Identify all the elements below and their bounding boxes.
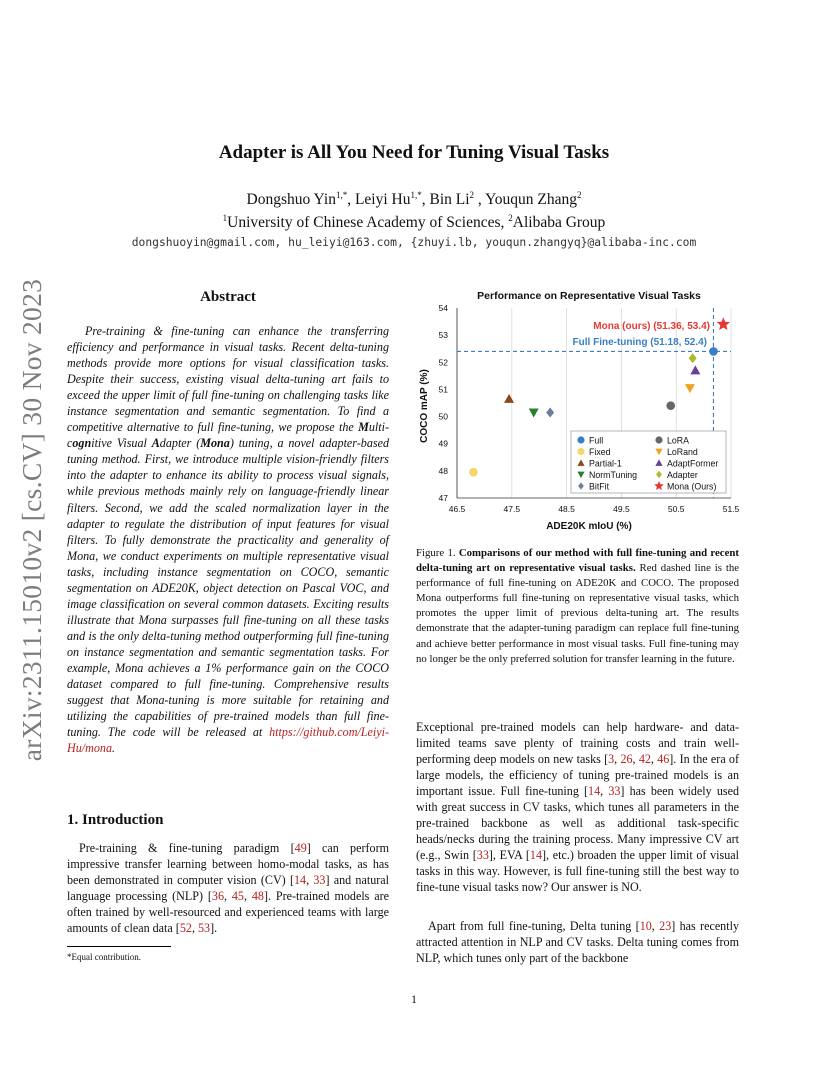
paper-title: Adapter is All You Need for Tuning Visual Tasks <box>218 142 610 163</box>
y-tick-label: 50 <box>438 411 448 422</box>
citation-link[interactable]: 14 <box>588 784 601 799</box>
x-tick-label: 49.5 <box>613 504 630 514</box>
y-tick-label: 49 <box>438 438 448 449</box>
legend-label: Mona (Ours) <box>667 481 717 492</box>
legend-label: Fixed <box>589 446 611 457</box>
arxiv-stamp: arXiv:2311.15010v2 [cs.CV] 30 Nov 2023 <box>16 278 47 762</box>
x-tick-label: 47.5 <box>503 504 521 514</box>
legend-marker <box>577 448 584 455</box>
y-tick-label: 51 <box>438 384 448 395</box>
data-point-normtuning <box>529 409 539 418</box>
data-point-partial-1 <box>504 394 514 403</box>
abstract-text: Pre-training & fine-tuning can enhance the transferring efficiency and performance in visual tasks. Recent delta-tuning methods provide more options for visual classification tasks. Despite their success, existing visual delta-tuning art fails to exceed the upper limit of full fine-tuning on challenging tasks like instance segmentation and semantic segmentation. To find a competitive alternative to full fine-tuning, we propose the Multi-cognitive Visual Adapter (Mona) tuning, a novel adapter-based tuning method. First, we introduce multiple vision-friendly filters into the adapter to enhance its ability to process visual signals, while previous methods mainly rely on language-friendly linear filters. Second, we add the scaled normalization layer in the adapter to regulate the distribution of input features for visual filters. To fully demonstrate the practicality and generality of Mona, we conduct experiments on multiple representative visual tasks, including instance segmentation on COCO, semantic segmentation on ADE20K, object detection on Pascal VOC, and image classification on several common datasets. Exciting results illustrate that Mona surpasses full fine-tuning on all these tasks and is the only delta-tuning method outperforming full fine-tuning on instance segmentation and semantic segmentation tasks. For example, Mona achieves a 1% performance gain on the COCO dataset compared to full fine-tuning. Comprehensive results suggest that Mona-tuning is more suitable for retaining and utilizing the capabilities of pre-trained models than full fine-tuning. The code will be released at https://github.com/Leiyi-Hu/mona. <box>67 324 389 756</box>
citation-link[interactable]: 36 <box>211 889 224 904</box>
legend-label: Adapter <box>667 469 698 480</box>
data-point-bitfit <box>546 408 554 418</box>
y-tick-label: 48 <box>438 465 448 476</box>
legend-marker <box>655 436 662 443</box>
footnote-rule <box>67 946 171 947</box>
x-tick-label: 48.5 <box>558 504 575 514</box>
citation-link[interactable]: 46 <box>657 752 670 767</box>
y-axis-label: COCO mAP (%) <box>419 369 430 443</box>
introduction-paragraph: Pre-training & fine-tuning paradigm [49] can perform impressive transfer learning between homo-modal tasks, as has been demonstrated in computer vision (CV) [14, 33] and natural language processing (NLP) [36, 45, 48]. Pre-trained models are often trained by well-resourced and experienced teams with large amounts of clean data [52, 53]. <box>67 841 390 936</box>
footnote: *Equal contribution. <box>67 952 141 962</box>
affiliations: $^1$University of Chinese Academy of Sciences, $^2$Alibaba Group <box>222 213 606 232</box>
citation-link[interactable]: 52 <box>179 921 192 936</box>
figure-caption: Figure 1. Comparisons of our method with full fine-tuning and recent delta-tuning art on representative visual tasks. Red dashed line is the performance of full fine-tuning on ADE20K and COCO. The proposed Mona outperforms full fine-tuning on representative visual tasks, which promotes the upper limit of previous delta-tuning art. The results demonstrate that the adapter-tuning paradigm can replace full fine-tuning and achieve better performance in most visual tasks. Full fine-tuning may no longer be the only preferred solution for transfer learning in the future. <box>416 547 740 665</box>
legend-label: LoRand <box>667 446 698 457</box>
x-axis-label: ADE20K mIoU (%) <box>546 521 632 532</box>
body-paragraph: Apart from full fine-tuning, Delta tuning [10, 23] has recently attracted attention in NLP and CV tasks. Delta tuning comes from NLP, which tunes only part of the backbone <box>416 919 740 966</box>
citation-link[interactable]: 42 <box>638 752 651 767</box>
data-point-lora <box>666 401 675 410</box>
annotation-mona: Mona (ours) (51.36, 53.4) <box>593 321 710 332</box>
page-number: 1 <box>411 992 417 1006</box>
citation-link[interactable]: 49 <box>294 841 307 855</box>
citation-link[interactable]: 45 <box>231 889 244 904</box>
annotation-full: Full Fine-tuning (51.18, 52.4) <box>572 337 707 348</box>
introduction-heading: 1. Introduction <box>67 812 164 828</box>
author-list: Dongshuo Yin$^{1,*}$, Leiyi $Hu^{1,*}$, Bin Li$^2$ , Youqun Zhang$^2$ <box>246 190 582 209</box>
legend-label: LoRA <box>667 435 690 446</box>
x-tick-label: 46.5 <box>448 504 466 514</box>
code-link[interactable]: https://github.com/Leiyi-Hu/mona <box>67 725 389 756</box>
legend-label: AdaptFormer <box>667 458 719 469</box>
author-emails: dongshuoyin@gmail.com, hu_leiyi@163.com, {zhuyi.lb, youqun.zhangyq}@alibaba-inc.com <box>131 236 697 249</box>
data-point-fixed <box>469 468 478 477</box>
data-point-adaptformer <box>690 365 700 374</box>
scatter-chart <box>413 283 743 533</box>
y-tick-label: 52 <box>438 357 448 368</box>
citation-link[interactable]: 33 <box>608 784 621 799</box>
data-point-lorand <box>685 384 695 393</box>
citation-link[interactable]: 53 <box>197 921 211 936</box>
data-point-full <box>709 347 718 356</box>
x-tick-label: 50.5 <box>667 504 685 514</box>
legend-label: Full <box>589 435 604 446</box>
legend-label: Partial-1 <box>589 458 622 469</box>
chart-legend <box>571 431 726 493</box>
legend-label: BitFit <box>589 481 610 492</box>
citation-link[interactable]: 23 <box>659 919 672 933</box>
y-tick-label: 53 <box>438 330 448 341</box>
citation-link[interactable]: 33 <box>313 873 326 888</box>
data-point-adapter <box>689 353 697 363</box>
citation-link[interactable]: 10 <box>639 919 652 933</box>
y-tick-label: 54 <box>438 303 448 313</box>
citation-link[interactable]: 26 <box>620 752 633 767</box>
citation-link[interactable]: 33 <box>476 848 489 863</box>
citation-link[interactable]: 14 <box>293 873 307 888</box>
x-tick-label: 51.5 <box>722 504 740 514</box>
legend-marker <box>577 436 584 443</box>
chart-title: Performance on Representative Visual Tasks <box>477 290 701 302</box>
body-paragraph: Exceptional pre-trained models can help hardware- and data-limited teams save plenty of training costs and train well-performing deep models on new tasks [3, 26, 42, 46]. In the era of large models, the efficiency of tuning pre-trained models is an important issue. Full fine-tuning [14, 33] has been widely used with great success in CV tasks, which tunes all parameters in the pre-trained backbone as well as additional task-specific heads/necks during the training process. Many impressive CV art (e.g., Swin [33], EVA [14], etc.) broaden the upper limit of visual tasks in this way. However, is full fine-tuning still the best way to fine-tune visual tasks now? Our answer is NO. <box>416 720 740 895</box>
data-point-mona-ours <box>717 317 730 330</box>
citation-link[interactable]: 48 <box>251 889 264 904</box>
y-tick-label: 47 <box>438 493 448 503</box>
citation-link[interactable]: 3 <box>608 752 615 767</box>
legend-label: NormTuning <box>589 469 638 480</box>
citation-link[interactable]: 14 <box>529 848 543 863</box>
abstract-heading: Abstract <box>200 289 256 305</box>
